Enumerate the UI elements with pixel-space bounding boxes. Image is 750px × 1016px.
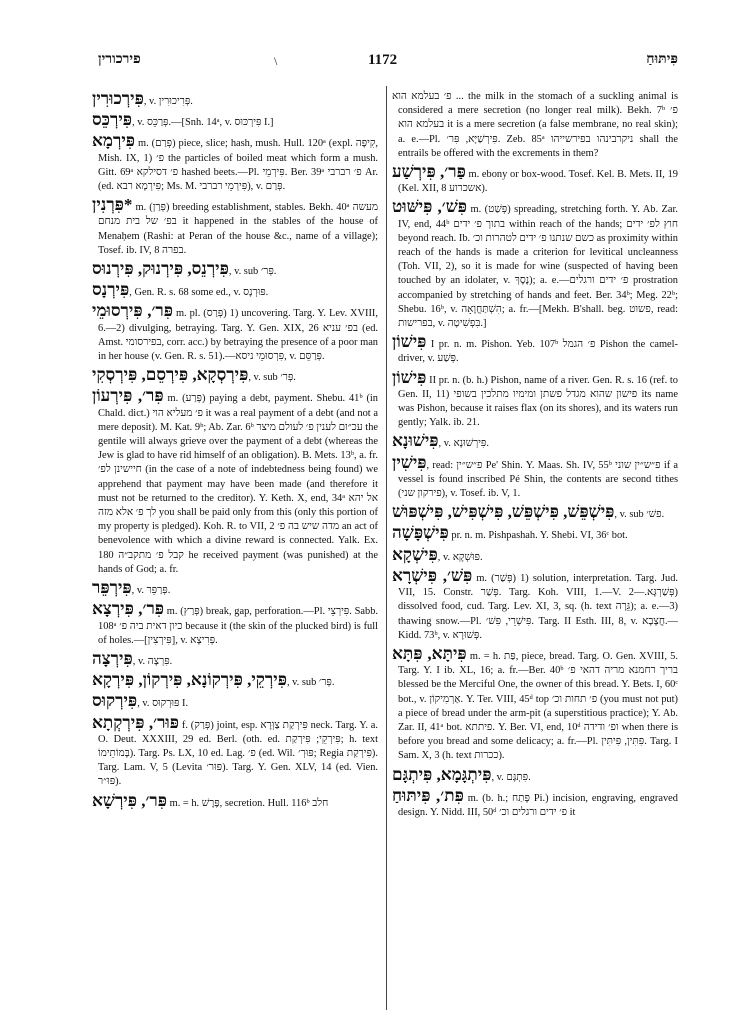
page-number: 1172 (368, 52, 398, 68)
dictionary-entry (392, 524, 678, 543)
entry-text: , v. sub פשׁ׳. (614, 509, 665, 521)
dictionary-entry (92, 579, 378, 598)
entry-text: m. (פְּשַׁר) 1) solution, interpretation. Targ. Jud. VII, 15. Constr. פְּשַׁר. Targ. Koh. VIII, 1.—V. פְּשַׁרְגָּא.—2) dissolved food, cud. Targ. Lev. XI, 3, sq. (h. text גֵּרָה); a. e.—3) thawing snow.—Pl. פִּישְׁרֵי, פִּשׁ׳. Targ. II Esth. III, 8, v. חֲצָבָא.—Kidd. 73ᵇ, v. פְּשׁוּרָא. (398, 572, 678, 641)
headword: פִּיתָּא, פִּתָּא (392, 643, 467, 663)
dictionary-entry (392, 90, 678, 161)
headword: פִּר׳, פִּירְעוֹן (92, 386, 164, 406)
entry-text: m. (b. h.; פָּתַח Pi.) incision, engraving, engraved design. Y. Nidd. III, 50ᵈ פ׳ ידים ורגלים וכ׳ it (398, 792, 678, 818)
headword: פִּירְכוּרִין (92, 90, 144, 108)
entry-text: , v. פְּרַכֵּס.—[Snh. 14ᵃ, v. פִּירְכּוּס I.] (132, 117, 274, 129)
dictionary-entry (92, 196, 378, 258)
headword: פִּירְנָס (92, 280, 130, 300)
entry-text: m. = h. פֶּרֶשׁ, secretion. Hull. 116ᵇ חלב (167, 797, 329, 809)
entry-text: I pr. n. m. Pishon. Yeb. 107ᵇ פ׳ הגמל Pishon the camel-driver, v. פְּשַׁע. (398, 339, 678, 365)
dictionary-entry (92, 600, 378, 648)
dictionary-entry (392, 432, 678, 451)
dictionary-entry (92, 366, 378, 385)
headword: פִּישׁוּנָא (392, 431, 439, 451)
headword: פִּת׳, פִּיתּוּחַ (392, 785, 464, 805)
headword: פַּר׳, פִּירְשַׁע (392, 162, 466, 182)
entry-text: , v. פִּרְצָה. (132, 655, 173, 667)
running-head-right: פִּיתּוּחַ (646, 52, 678, 67)
headword: פִּיתְגָּמָא, פִּיתְגָּם (392, 764, 492, 784)
dictionary-entry (392, 766, 678, 785)
headword: פִּר׳, פִּירְצָא (92, 599, 165, 619)
headword: פִּר׳, פִּירְסוּמֵי (92, 301, 173, 321)
entry-text: II pr. n. (b. h.) Pishon, name of a river. Gen. R. s. 16 (ref. to Gen. II, 11) פישון שהוא מגדל פשתן ומימיו מתלכין בשופי its name was Pishon, because it raises flax (on its shores), and its waters run gently; Yalk. ib. 21. (398, 374, 678, 429)
entry-text: , v. פִּתְגָּם. (491, 771, 531, 783)
dictionary-entry (392, 333, 678, 366)
dictionary-entry (92, 792, 378, 811)
entry-text: f. (פְּרַק) joint, esp. פִּירְקַת צַוְּרָא neck. Targ. Y. a. O. Deut. XXXIII, 29 ed. Berl. (oth. ed. פִּירְקֵי; פִּירְקַת; h. text בָּמוֹתֵימוֹ). Targ. Ps. LX, 10 ed. Lag. פ׳ (ed. Wil. פּוּרְ׳; Regia פִּירְקַת). Targ. Lam. V, 5 (Levita פּוּר׳). Targ. Y. Gen. XLV, 14 (ed. Vien. פּוּ״ר). (98, 719, 378, 788)
headword: פִּשׁ׳, פִּישּׁוּט (392, 197, 467, 217)
dictionary-entry (392, 503, 678, 522)
entry-text: , Gen. R. s. 68 some ed., v. פּוּרְנָס. (129, 287, 269, 299)
dictionary-entry (92, 111, 378, 130)
right-column (392, 90, 678, 1010)
headword: *פִּרְנִין (92, 195, 133, 215)
dictionary-entry (92, 90, 378, 109)
column-divider (386, 86, 387, 1010)
dictionary-entry (92, 302, 378, 364)
headword: פִּישׁוֹן (392, 332, 427, 352)
entry-text: m. ebony or box-wood. Tosef. Kel. B. Mets. II, 19 (Kel. XII, 8 אשכרוע). (398, 169, 678, 195)
dictionary-entry (92, 281, 378, 300)
headword: פּוּר׳, פִּירְקְתָא (92, 712, 180, 732)
stray-mark: \ (274, 54, 278, 68)
headword: פִּישׁוֹן (392, 367, 427, 387)
running-head-left: פירכורין (98, 52, 141, 67)
entry-text: , v. sub פְּר׳. (228, 266, 277, 278)
headword: פִּר׳, פִּירְשָׁא (92, 790, 168, 810)
entry-text: m. (פְּרַן) breeding establishment, stables. Bekh. 40ᵃ מעשה בפ׳ של בית מנחם it happened in the stables of the house of Menaḥem (Rashi: at Peran of the house &c., name of a village); Tosef. ib. IV, 8 בפרה. (98, 202, 378, 256)
page-header (98, 52, 678, 76)
entry-text: pr. n. m. Pishpashah. Y. Shebi. VI, 36ᶜ bot. (448, 530, 628, 542)
dictionary-entry (392, 454, 678, 502)
dictionary-entry (392, 369, 678, 431)
entry-text: , v. פּוּשְׁקָא. (437, 551, 483, 563)
entry-text: m. (פְּרַע) paying a debt, payment. Shebu. 41ᵇ (in Chald. dict.) פ׳ מעליא הוי it was a real payment of a debt (and not a mere deposit). M. Kat. 9ᵇ; Ab. Zar. 6ᵇ עכ״ום לענין פ׳ לעולם מיצר the gentile will always grieve over the payment of a debt (whereas the Jew is glad to have rid himself of an obligation). B. Mets. 13ᵇ, a. fr. חיישינן לפ׳ (in the case of a note of indebtedness being found) we apprehend that payment may have been made (and therefore it must not be returned to the creditor). Y. Keth. X, end, 34ᵃ אל יהא לך פ׳ אלא מזה you shall be paid only from this (only this portion of my property is pledged). Koh. R. to VII, 2 מדה שיש בה פ׳ an act of benevolence with which a divine reward is connected. Yalk. Ex. 180 קבל פ׳ מתקב״ה he received payment (was punished) at the hands of God; a. fr. (98, 393, 378, 575)
headword: פִּישְׁפָּשָׁה (392, 523, 449, 543)
dictionary-entry (92, 692, 378, 711)
headword: פִּירְקוּס (92, 691, 138, 711)
headword: פִּירְסְקָא, פִּירְסֵם, פִּירְסְקִי (92, 365, 249, 385)
entry-text: m. pl. (פְּרַס) 1) uncovering. Targ. Y. Lev. XVIII, 6.—2) divulging, betraying. Targ. Y. Gen. XIX, 26 בפ׳ עניא (ed. Amst. בפירסומי, corr. acc.) by betraying the presence of a poor man in her house (v. Gen. R. s. 51).—פִּרְסוּמֵי ניסא, v. פְּרַסֵּם. (98, 308, 378, 363)
dictionary-entry (392, 645, 678, 764)
left-column (92, 90, 378, 1010)
headword: פִּירְמָא (92, 131, 136, 151)
entry-text: , v. פִּירְשׁוּנָא. (438, 438, 489, 450)
entry-text: פ׳ בעלמא הוא ... the milk in the stomach of a suckling animal is considered a mere secretion (no longer real milk). Bekh. 7ᵇ פ׳ בעלמא הוא it is a mere secretion (a false membrane, no real skin); a. e.—Pl. פִּירְשַׁיָּא, פִּר׳. Zeb. 85ᵃ ניקרבינהו בפירשייהו shall the entrails be offered with the excrements in them? (392, 91, 678, 159)
dictionary-entry (392, 567, 678, 643)
dictionary-entry (92, 132, 378, 194)
headword: פִּישְׁקָא (392, 544, 438, 564)
entry-text: m. (פְּשַׁט) spreading, stretching forth. Y. Ab. Zar. IV, end, 44ᵇ בתוך פ׳ ידים within reach of the hands; חוץ לפ׳ ידים beyond reach. Ib. כשם שנתנו פ׳ ידים לטהרות וכ׳ as proximity within reach of the hands is made a criterion for levitical uncleanness (Toh. VII, 2), so it is made for wine (suspected of having been touched by an idolater, v. נֶסֶךְ); a. e.—פ׳ ידים ורגלים prostration accompanied by stretching of hands and feet. Ber. 34ᵇ; Meg. 22ᵇ; Shebu. 16ᵇ, v. הִשְׁתַּחֲוָאָה; a. fr.—[Mekh. B'shall. beg. פשוט, read: בפרישות, v. בִּפְשִׁיטָה.] (398, 204, 678, 330)
dictionary-entry (392, 546, 678, 565)
dictionary-entry (92, 387, 378, 577)
headword: פִּשׁ׳, פִּישְׁרָא (392, 565, 473, 585)
entry-text: , v. פְּרִיכוּרִין. (143, 96, 193, 107)
dictionary-entry (92, 671, 378, 690)
headword: פִּישִׁין (392, 452, 427, 472)
headword: פִּירְכֵּס (92, 110, 133, 130)
dictionary-entry (92, 714, 378, 790)
headword: פִּירְנֵס, פִּירְנוּק, פִּירְנוּס (92, 259, 229, 279)
entry-text: m. (פְּרַץ) break, gap, perforation.—Pl. פִּירְצֵי. Sabb. 108ᵃ כיון דאית ביה פ׳ because it (the skin of the plucked bird) is full of holes.—[פִּירְצִין], v. פְּרִיצָא. (98, 606, 378, 646)
dictionary-entry (92, 260, 378, 279)
entry-text: , v. sub פְּר׳. (286, 677, 335, 689)
dictionary-entry (392, 198, 678, 331)
headword: פִּירְצָה (92, 648, 133, 668)
entry-text: , v. sub פְּר׳. (248, 372, 296, 384)
entry-text: , v. פּוּרְקוּס I. (137, 698, 189, 710)
entry-text: m. (פְּרַם) piece, slice; hash, mush. Hull. 120ᵃ (expl. קִיפָּה, Mish. IX, 1) פ׳ the particles of boiled meat which form a mush. Gitt. 69ᵃ פ׳ דסילקא hashed beets.—Pl. פִּירְמֵי. Ber. 39ᵃ פ׳ רברבי Ar. (ed. פִּירְמָא רבא; Ms. M. פִּירְמֵי רברבי), v. פְּרַם. (98, 138, 378, 193)
headword: פִּירְקֵי, פִּירְקוֹנָא, פִּירְקוֹן, פִּירְקָא (92, 670, 287, 690)
headword: פִּירְפֵּר (92, 578, 132, 598)
entry-text: , v. פְּרַפֵּר. (131, 585, 171, 597)
entry-text: , read: פ״ש״ין Pe' Shin. Y. Maas. Sh. IV, 55ᵇ פ״ש״ין שוני if a vessel is found inscribed Pé Shin, the contents are second tithes (פירקון שני), v. Tosef. ib. V, 1. (398, 459, 678, 500)
dictionary-entry (392, 787, 678, 820)
headword: פִּישְׁפֵּשׁ, פִּישְׁפֵּשׁ, פִּישְׁפִּישׁ, פִּישְׁפּוּשׁ (392, 502, 615, 522)
dictionary-entry (92, 650, 378, 669)
entry-text: m. = h. פַּת, piece, bread. Targ. O. Gen. XVIII, 5. Targ. Y. I ib. XL, 16; a. fr.—Ber. 40ᵇ בריך רחמנא מריה דהאי פ׳ blessed be the Merciful One, the owner of this bread. Y. Bets. I, 60ᶜ bot., v. אַרְמִיקוֹן. Y. Ter. VIII, 45ᵈ top פ׳ תחות וכ׳ (you must not put) a piece of bread under the arm-pit (a superstitious practice); Y. Ab. Zar. II, 41ᵃ bot. פיתתא. Y. Ber. VI, end, 10ᵈ ופ׳ ודידה when there is before you bread and some delicacy; a. fr.—Pl. פִּתִּין, פִּיתִּין. Targ. I Sam. X, 3 (h. text ככרות). (398, 650, 678, 762)
dictionary-entry (392, 163, 678, 196)
